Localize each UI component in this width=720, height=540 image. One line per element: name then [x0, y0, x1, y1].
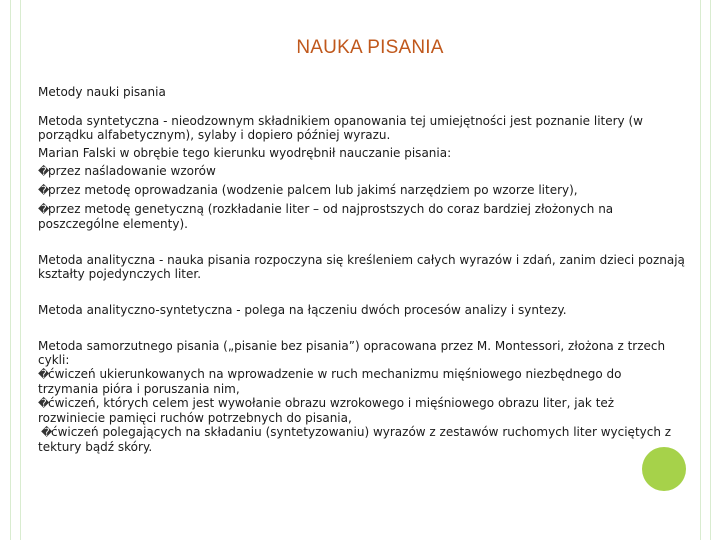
- list-item-text: ćwiczeń, których celem jest wywołanie obrazu wzrokowego i mięśniowego obrazu liter, jak też: [48, 396, 615, 410]
- list-item-continuation: tektury bądź skóry.: [38, 440, 153, 454]
- bullet-icon: �: [38, 368, 50, 381]
- list-item-continuation: trzymania pióra i poruszania nim,: [38, 382, 240, 396]
- list-item-continuation: rozwiniecie pamięci ruchów potrzebnych do pisania,: [38, 411, 352, 425]
- list-item: [38, 396, 653, 411]
- bullet-icon: �: [38, 203, 50, 216]
- synthetic-method-block: [38, 114, 653, 231]
- list-item-text: przez metodę oprowadzania (wodzenie palcem lub jakimś narzędziem po wzorze litery),: [48, 183, 578, 197]
- falski-intro: Marian Falski w obrębie tego kierunku wyodrębnił nauczanie pisania:: [38, 146, 452, 160]
- bullet-icon: �: [38, 184, 50, 197]
- synthetic-line-2: porządku alfabetycznym), sylaby i dopiero później wyrazu.: [38, 128, 391, 142]
- list-item: [38, 202, 653, 217]
- left-decorative-frame: [10, 0, 21, 540]
- slide-content: [38, 85, 685, 454]
- list-item-continuation: poszczególne elementy).: [38, 217, 188, 231]
- spontaneous-line-1: Metoda samorzutnego pisania („pisanie bez pisania”) opracowana przez M. Montessori, złożona z trzech: [38, 339, 666, 353]
- list-item: [38, 425, 672, 440]
- list-item-text: przez metodę genetyczną (rozkładanie liter – od najprostszych do coraz bardziej złożonych na: [48, 202, 614, 216]
- list-item-text: ćwiczeń ukierunkowanych na wprowadzenie w ruch mechanizmu mięśniowego niezbędnego do: [48, 367, 622, 381]
- synthetic-line-1: Metoda syntetyczna - nieodzownym składnikiem opanowania tej umiejętności jest poznanie litery (w: [38, 114, 643, 128]
- analytic-line-1: Metoda analityczna - nauka pisania rozpoczyna się kreśleniem całych wyrazów i zdań, zanim dzieci poznają: [38, 253, 685, 267]
- list-item-text: ćwiczeń polegających na składaniu (syntetyzowaniu) wyrazów z zestawów ruchomych liter wyciętych z: [51, 425, 672, 439]
- spontaneous-method-block: [38, 339, 672, 454]
- list-item: [38, 183, 653, 198]
- analytic-method-block: [38, 253, 685, 281]
- bullet-icon: �: [38, 165, 50, 178]
- section-heading: Metody nauki pisania: [38, 85, 166, 99]
- list-item-text: przez naśladowanie wzorów: [48, 164, 216, 178]
- bullet-icon: �: [41, 426, 53, 439]
- spontaneous-line-2: cykli:: [38, 353, 70, 367]
- analytic-synthetic-method: Metoda analityczno-syntetyczna - polega na łączeniu dwóch procesów analizy i syntezy.: [38, 303, 567, 317]
- slide-title: NAUKA PISANIA: [296, 37, 444, 58]
- list-item: [38, 164, 653, 179]
- right-decorative-frame: [700, 0, 711, 540]
- bullet-icon: �: [38, 397, 50, 410]
- analytic-line-2: kształty pojedynczych liter.: [38, 267, 202, 281]
- list-item: [38, 367, 653, 382]
